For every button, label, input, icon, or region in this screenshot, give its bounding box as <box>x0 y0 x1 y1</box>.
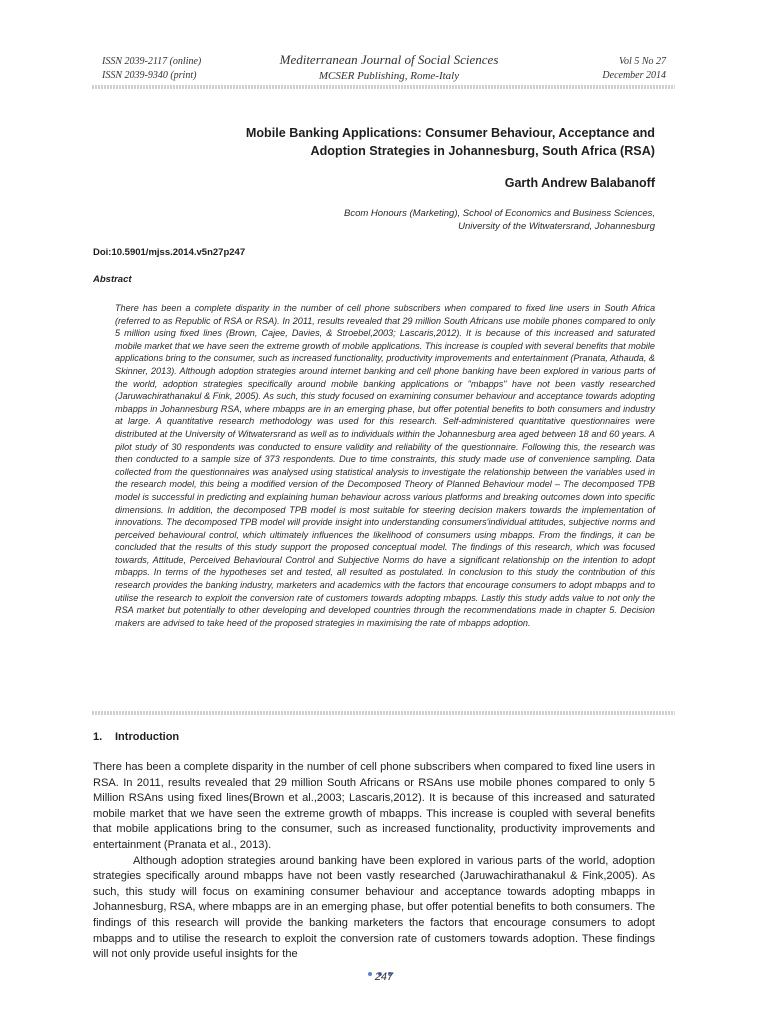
volume: Vol 5 No 27 <box>619 56 666 67</box>
section-number: 1. <box>93 731 103 743</box>
issn-block <box>102 55 201 83</box>
section-divider <box>92 711 675 715</box>
page-number: 247 <box>374 971 394 983</box>
section-title: Introduction <box>115 731 180 743</box>
section-heading <box>93 731 179 743</box>
publisher: MCSER Publishing, Rome-Italy <box>318 70 460 82</box>
issn-online: ISSN 2039-2117 (online) <box>102 56 202 67</box>
page-dots-ornament <box>368 963 400 969</box>
abstract-text: There has been a complete disparity in the number of cell phone subscribers when compared to fixed line users in South Africa (referred to as Republic of RSA or RSA). In 2011, results revealed that 29 million South Africans use mobile phones compared to only 5 million using fixed lines (Brown, Cajee, Davies, & Stroebel,2003; Lascaris,2012). It is because of this increased and saturated mobile market that we have seen the extreme growth of mobile applications. This increase is coupled with several benefits that mobile applications bring to the consumer, such as increased functionality, productivity improvements and entertainment (Pranata, Athauda, & Skinner, 2013). Although adoption strategies around internet banking and cell phone banking have been explored in various parts of the world, adoption strategies specifically around mobile banking applications or "mbapps" have not been vastly researched (Jaruwachirathanakul & Fink, 2005). As such, this study focused on examining consumer behaviour and acceptance towards adopting mbapps in Johannesburg RSA, where mbapps are in an emerging phase, but offer potential benefits to both consumers and industry at large. A quantitative research methodology was used for this research. Self-administered quantitative questionnaires were distributed at the University of Witwatersrand as well as to individuals within the Johannesburg area aged between 18 and 60 years. A pilot study of 30 respondents was conducted to ensure validity and reliability of the questionnaire. Following this, the research was then conducted to a sample size of 373 respondents. Due to time constraints, this study made use of convenience sampling. Data collected from the questionnaires was analysed using statistical analysis to investigate the relationship between the variables used in the research model, this being a modified version of the Decomposed Theory of Planned Behaviour model – The decomposed TPB model is successful in predicting and explaining human behaviour across various platforms and breaking outcomes down into specific dimensions. In addition, the decomposed TPB model is most suitable for steering decision makers towards the implementation of innovations. The decomposed TPB model will provide insight into understanding consumers'individual attitudes, subjective norms and perceived behavioural control, which ultimately influences the likelihood of consumers using mbapps. From the findings, it can be concluded that the results of this study support the proposed conceptual model. The findings of this research, which was focused towards, Attitude, Perceived Behavioural Control and Subjective Norms do have a significant relationship on the intention to adopt mbapps. In terms of the hypotheses set and tested, all resulted as postulated. In conclusion to this study the contribution of this research provides the banking industry, marketers and academics with the factors that encourage consumers to adopt mbapps and to utilise the research to exploit the conversion rate of customers towards adopting mbapps. Lastly this study adds value to not only the RSA market but potentially to other developing and developed countries through the recommendations made in chapter 5. Decision makers are advised to take heed of the proposed strategies in maximising the rate of mbapps adoption. <box>115 303 655 628</box>
issue-date: December 2014 <box>602 70 666 81</box>
body-paragraph: Although adoption strategies around banking have been explored in various parts of the world, adoption strategies specifically around mbapps have not been vastly researched (Jaruwachirathanakul & Fink,2005). As such, this study will focus on examining consumer behaviour and acceptance towards adopting mbapps in Johannesburg, RSA, where mbapps are in an emerging phase, but offer potential benefits to both consumers. The findings of this research will provide the banking marketers the factors that encourage consumers to adopt mbapps and to utilise the research to exploit the conversion rate of customers towards adoption. These findings will not only provide useful insights for the <box>93 854 655 961</box>
issn-print: ISSN 2039-9340 (print) <box>102 70 197 81</box>
affiliation-line: Bcom Honours (Marketing), School of Economics and Business Sciences, <box>344 208 655 219</box>
body-text <box>93 760 655 963</box>
affiliation-line: University of the Witwatersrand, Johannesburg <box>458 221 655 232</box>
volume-block <box>602 55 666 83</box>
journal-name: Mediterranean Journal of Social Sciences <box>279 52 499 67</box>
header-divider <box>92 85 675 89</box>
author-name: Garth Andrew Balabanoff <box>504 176 655 190</box>
body-paragraph: There has been a complete disparity in the number of cell phone subscribers when compared to fixed line users in RSA. In 2011, results revealed that 29 million South Africans or RSAns use mobile phones compared to only 5 Million RSAns using fixed lines(Brown et al.,2003; Lascaris,2012). It is because of this increased and saturated mobile market that we have seen the extreme growth of mbapps. This increase is coupled with several benefits that mobile applications bring to the consumer, such as increased functionality, productivity improvements and entertainment (Pranata et al., 2013). <box>93 761 655 851</box>
paper-title <box>150 124 655 160</box>
doi: Doi:10.5901/mjss.2014.v5n27p247 <box>93 247 246 258</box>
author-affiliation <box>344 207 655 233</box>
title-line: Adoption Strategies in Johannesburg, South Africa (RSA) <box>310 144 655 158</box>
journal-block <box>230 51 548 84</box>
title-line: Mobile Banking Applications: Consumer Behaviour, Acceptance and <box>245 126 655 140</box>
abstract-heading: Abstract <box>93 274 132 285</box>
